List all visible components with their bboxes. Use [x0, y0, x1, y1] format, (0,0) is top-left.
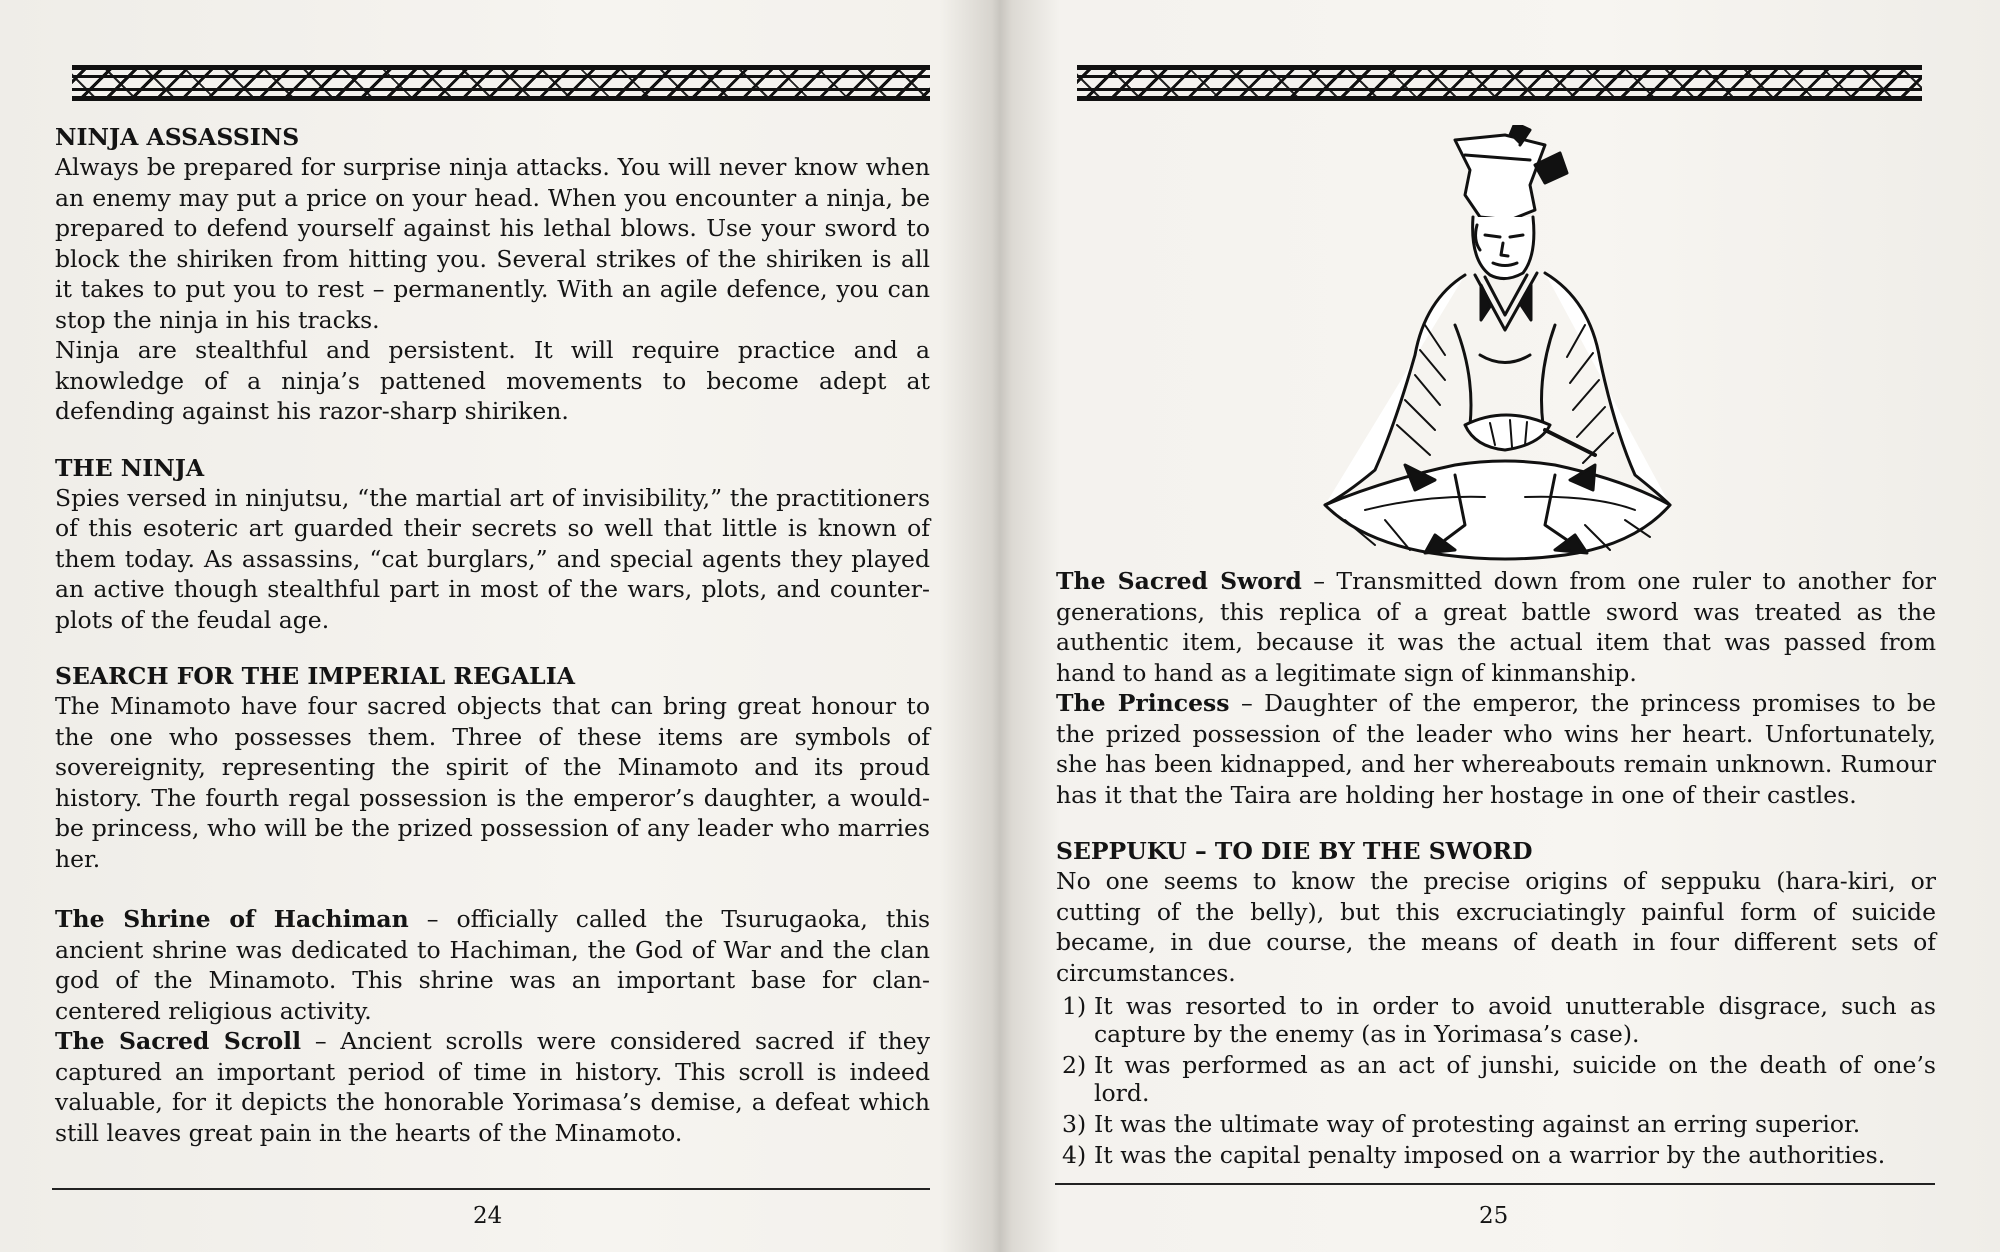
- paragraph: Spies versed in ninjutsu, “the martial art of invisibility,” the practitioners of this esoteric art guarded their secrets so well that little is known of them today. As assassins, “cat burglars,” and special agents they played an active though stealthful part in most of the wars, plots, and counter-plots of the feudal age.: [55, 483, 930, 634]
- item-text: – Daughter of the emperor, the princess promises to be the prized possession of the leader who wins her heart. Unfortunately, she has been kidnapped, and her whereabouts remain unknown. Rumour has it that the Taira are holding her hostage in one of their castles.: [1056, 689, 1936, 809]
- list-number: 2): [1062, 1051, 1087, 1079]
- item-princess: [1056, 688, 1936, 810]
- right-page: [1005, 0, 2000, 1252]
- section-seppuku: [1056, 836, 1936, 1169]
- item-text: – Transmitted down from one ruler to another for generations, this replica of a great battle sword was treated as the authentic item, because it was the actual item that was passed from hand to hand as a legitimate sign of kinmanship.: [1056, 567, 1936, 687]
- left-page: [0, 0, 995, 1252]
- footer-rule: [52, 1188, 930, 1190]
- paragraph: The Minamoto have four sacred objects that can bring great honour to the one who possesses them. Three of these items are symbols of sovereignity, representing the spirit of the Minamoto and its proud history. The fourth regal possession is the emperor’s daughter, a would-be princess, who will be the prized possession of any leader who marries her.: [55, 692, 930, 873]
- list-text: It was performed as an act of junshi, suicide on the death of one’s lord.: [1094, 1051, 1936, 1107]
- list-text: It was the capital penalty imposed on a warrior by the authorities.: [1094, 1141, 1886, 1169]
- item-term: The Sacred Sword: [1056, 567, 1302, 595]
- heading-seppuku: SEPPUKU – TO DIE BY THE SWORD: [1056, 837, 1533, 865]
- paragraph: Ninja are stealthful and persistent. It will require practice and a knowledge of a ninja’s pattened movements to become adept at defending against his razor-sharp shiriken.: [55, 336, 930, 425]
- list-item: [1056, 992, 1936, 1048]
- heading-the-ninja: THE NINJA: [55, 453, 205, 482]
- section-the-ninja: [55, 453, 930, 636]
- paragraph: No one seems to know the precise origins of seppuku (hara-kiri, or cutting of the belly), but this excruciatingly painful form of suicide became, in due course, the means of death in four different sets of circumstances.: [1056, 867, 1936, 987]
- list-number: 4): [1062, 1141, 1087, 1169]
- item-term: The Princess: [1056, 689, 1230, 717]
- section-ninja-assassins: [55, 122, 930, 427]
- item-sacred-sword: [1056, 566, 1936, 688]
- list-number: 1): [1062, 992, 1087, 1020]
- decorative-border-top: [1077, 65, 1922, 101]
- list-item: [1056, 1110, 1936, 1138]
- heading-ninja-assassins: NINJA ASSASSINS: [55, 123, 300, 151]
- list-item: [1056, 1141, 1936, 1169]
- decorative-border-top: [72, 65, 930, 101]
- item-text: – Ancient scrolls were considered sacred if they captured an important period of time in history. This scroll is indeed valuable, for it depicts the honorable Yorimasa’s demise, a defeat which still leaves great pain in the hearts of the Minamoto.: [55, 1027, 930, 1147]
- section-imperial-regalia: [55, 661, 930, 874]
- item-term: The Sacred Scroll: [55, 1027, 302, 1055]
- left-page-content: [55, 122, 930, 1148]
- item-sacred-scroll: [55, 1026, 930, 1148]
- item-shrine-of-hachiman: [55, 904, 930, 1026]
- heading-imperial-regalia: SEARCH FOR THE IMPERIAL REGALIA: [55, 662, 575, 690]
- list-text: It was resorted to in order to avoid unutterable disgrace, such as capture by the enemy (as in Yorimasa’s case).: [1094, 992, 1936, 1048]
- circumstances-list: [1056, 992, 1936, 1169]
- right-page-content: [1056, 566, 1936, 1172]
- item-text: – officially called the Tsurugaoka, this ancient shrine was dedicated to Hachiman, the God of War and the clan god of the Minamoto. This shrine was an important base for clan-centered religious activity.: [55, 905, 930, 1025]
- list-text: It was the ultimate way of protesting against an erring superior.: [1094, 1110, 1861, 1138]
- page-number: 24: [473, 1203, 503, 1229]
- item-term: The Shrine of Hachiman: [55, 905, 409, 933]
- page-number: 25: [1479, 1203, 1509, 1229]
- list-number: 3): [1062, 1110, 1087, 1138]
- seated-samurai-illustration: [1305, 125, 1685, 575]
- paragraph: Always be prepared for surprise ninja attacks. You will never know when an enemy may put a price on your head. When you encounter a ninja, be prepared to defend yourself against his lethal blows. Use your sword to block the shiriken from hitting you. Several strikes of the shiriken is all it takes to put you to rest – permanently. With an agile defence, you can stop the ninja in his tracks.: [55, 153, 930, 334]
- list-item: [1056, 1051, 1936, 1107]
- footer-rule: [1055, 1183, 1935, 1185]
